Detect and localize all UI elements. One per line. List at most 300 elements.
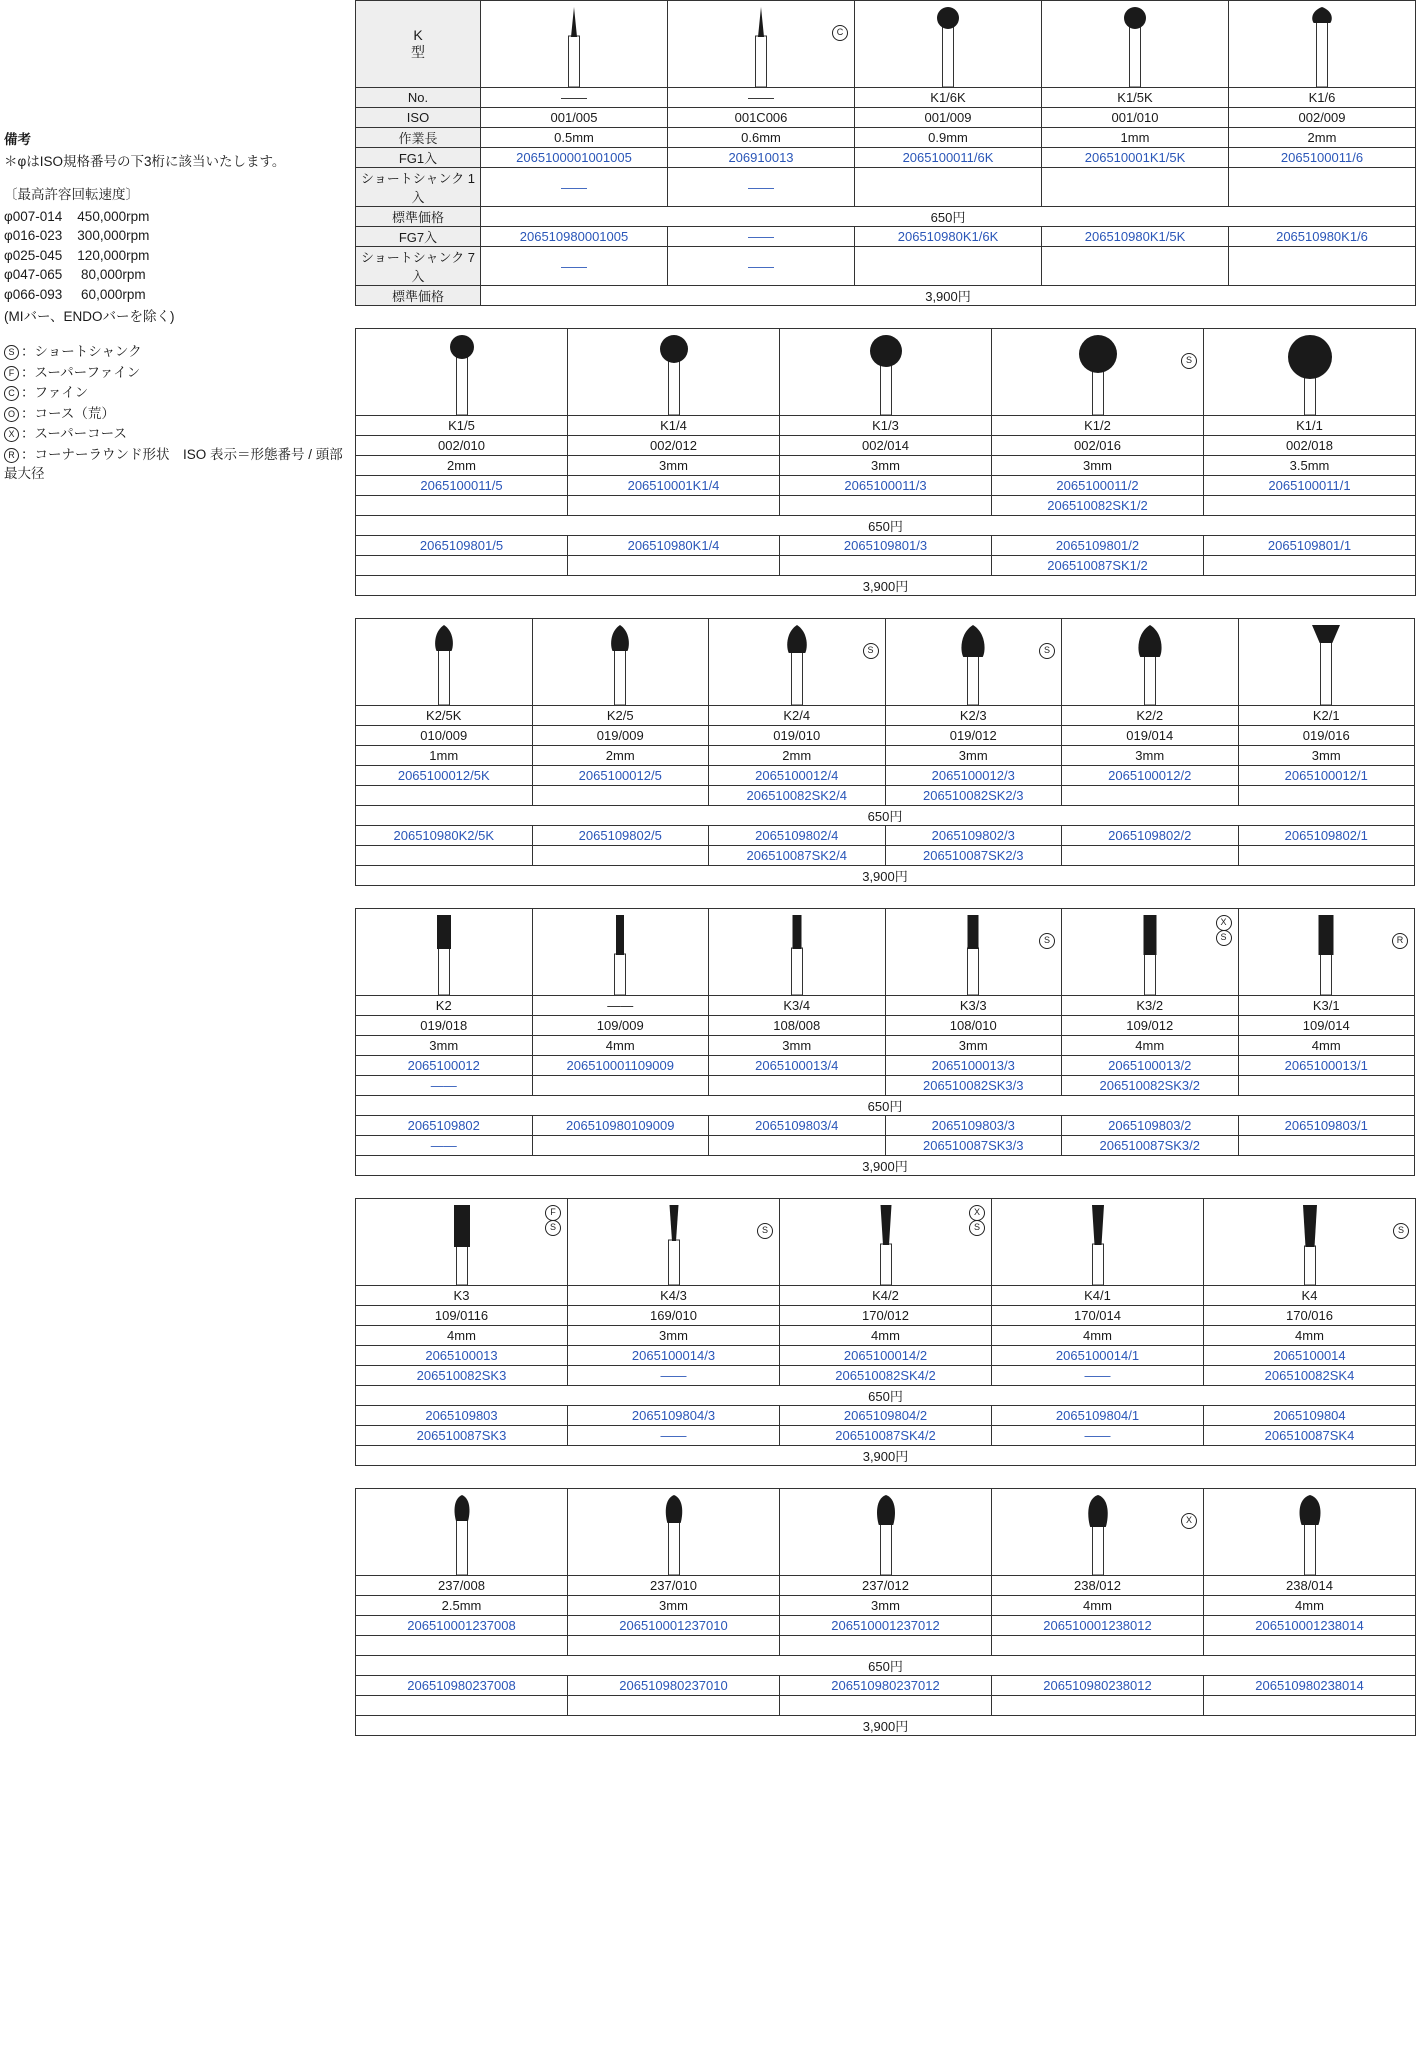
cell: 2065100012/5 [532, 766, 709, 786]
cell: 237/012 [780, 1576, 992, 1596]
cell: 3mm [568, 1326, 780, 1346]
cell: 238/012 [992, 1576, 1204, 1596]
cell: 206510082SK1/2 [992, 496, 1204, 516]
cell: 206510980109009 [532, 1116, 709, 1136]
cell: 206510087SK2/4 [709, 846, 886, 866]
bur-drawing [913, 909, 1033, 995]
badge-S-icon: S [863, 643, 879, 659]
cell: K1/5 [356, 416, 568, 436]
table-row-iso [356, 1016, 1415, 1036]
cell: 2065109804/2 [780, 1406, 992, 1426]
cell: 1mm [356, 746, 533, 766]
bur-image-cell [356, 1489, 568, 1576]
table-row-price650 [356, 1096, 1415, 1116]
cell: 3mm [885, 1036, 1062, 1056]
cell: 3mm [568, 1596, 780, 1616]
cell: 001/005 [481, 108, 668, 128]
cell: 2065100013/2 [1062, 1056, 1239, 1076]
table-row-images [356, 329, 1416, 416]
table-row-no [356, 1286, 1416, 1306]
cell: 002/010 [356, 436, 568, 456]
cell: 2mm [356, 456, 568, 476]
price-3900-cell: 3,900円 [356, 1446, 1416, 1466]
cell: 2065109804/1 [992, 1406, 1204, 1426]
bur-image-cell [356, 329, 568, 416]
table-row-length [356, 746, 1415, 766]
cell [568, 1696, 780, 1716]
table-row-iso [356, 436, 1416, 456]
cell: 206510001K1/4 [568, 476, 780, 496]
table-row-price3900 [356, 1446, 1416, 1466]
bur-image-cell [481, 1, 668, 88]
table-row-short1 [356, 168, 1416, 207]
row-label: FG1入 [356, 148, 481, 168]
cell: 0.9mm [855, 128, 1042, 148]
cell: K1/1 [1204, 416, 1416, 436]
cell: 3.5mm [1204, 456, 1416, 476]
cell: K2/3 [885, 706, 1062, 726]
cell: 169/010 [568, 1306, 780, 1326]
cell: 206510980K1/4 [568, 536, 780, 556]
cell [532, 846, 709, 866]
bur-drawing [1250, 329, 1370, 415]
legend-symbol-item [4, 363, 349, 383]
cell: K4/1 [992, 1286, 1204, 1306]
cell [855, 168, 1042, 207]
cell: 2065100011/1 [1204, 476, 1416, 496]
cell: 170/012 [780, 1306, 992, 1326]
cell: 206510087SK3/3 [885, 1136, 1062, 1156]
table-row-price3900 [356, 1716, 1416, 1736]
cell: 206510001238014 [1204, 1616, 1416, 1636]
table-row-short7 [356, 247, 1416, 286]
cell: K2/5 [532, 706, 709, 726]
badge-S-icon: S [1039, 933, 1055, 949]
cell: 2065109802/4 [709, 826, 886, 846]
cell: K2/5K [356, 706, 533, 726]
bur-image-cell [568, 329, 780, 416]
price-650-cell: 650円 [356, 1656, 1416, 1676]
cell: 3mm [780, 456, 992, 476]
cell: 3mm [780, 1596, 992, 1616]
cell [532, 786, 709, 806]
cell: —— [668, 168, 855, 207]
table-row-short1 [356, 786, 1415, 806]
cell: 2065109803/3 [885, 1116, 1062, 1136]
cell: 3mm [356, 1036, 533, 1056]
cell: 2065100011/3 [780, 476, 992, 496]
table-row-length [356, 456, 1416, 476]
price-650-cell: 650円 [356, 516, 1416, 536]
table-row-fg1 [356, 766, 1415, 786]
cell: 206510082SK3/2 [1062, 1076, 1239, 1096]
table-row-short7 [356, 1426, 1416, 1446]
cell: 2065100013/1 [1238, 1056, 1415, 1076]
table-row-length [356, 1036, 1415, 1056]
table-row-iso [356, 1576, 1416, 1596]
table-row-price3900 [356, 866, 1415, 886]
table-row-no [356, 706, 1415, 726]
bur-drawing [826, 329, 946, 415]
cell [1062, 846, 1239, 866]
bur-image-cell [356, 1199, 568, 1286]
table-row-iso [356, 726, 1415, 746]
bur-image-cell [1238, 909, 1415, 996]
legend-symbol-text: ：ファイン [21, 385, 89, 401]
cell: 4mm [1204, 1596, 1416, 1616]
price-3900-cell: 3,900円 [356, 866, 1415, 886]
cell: 2065100012/3 [885, 766, 1062, 786]
bur-table [355, 908, 1415, 1176]
cell: 3mm [709, 1036, 886, 1056]
cell: 2065100012 [356, 1056, 533, 1076]
bur-drawing [1038, 329, 1158, 415]
cell: 019/012 [885, 726, 1062, 746]
cell: 010/009 [356, 726, 533, 746]
bur-drawing [1250, 1199, 1370, 1285]
table-row-price650 [356, 1386, 1416, 1406]
type-header-cell: K 型 [356, 1, 481, 88]
bur-image-cell [709, 619, 886, 706]
cell: 001C006 [668, 108, 855, 128]
legend-symbol-item [4, 383, 349, 403]
cell: 2065100012/4 [709, 766, 886, 786]
cell: 2mm [532, 746, 709, 766]
legend-symbol-item [4, 424, 349, 444]
table-row-short1 [356, 1366, 1416, 1386]
cell: 206510082SK2/4 [709, 786, 886, 806]
cell [568, 556, 780, 576]
cell: 019/010 [709, 726, 886, 746]
cell [568, 496, 780, 516]
cell: —— [356, 1076, 533, 1096]
cell [780, 1696, 992, 1716]
cell [992, 1636, 1204, 1656]
cell: 206510980237008 [356, 1676, 568, 1696]
cell: 3mm [992, 456, 1204, 476]
cell: 4mm [1204, 1326, 1416, 1346]
bur-table [355, 1198, 1416, 1466]
cell [1238, 786, 1415, 806]
cell: —— [481, 168, 668, 207]
cell: 2065109801/2 [992, 536, 1204, 556]
table-row-price650 [356, 806, 1415, 826]
cell [1238, 1136, 1415, 1156]
table-row-no [356, 416, 1416, 436]
bur-drawing [737, 909, 857, 995]
cell [356, 786, 533, 806]
cell: 3mm [568, 456, 780, 476]
bur-image-cell [885, 909, 1062, 996]
bur-image-cell [532, 619, 709, 706]
cell: 1mm [1042, 128, 1229, 148]
row-label: ISO [356, 108, 481, 128]
cell: —— [668, 247, 855, 286]
cell: K2/1 [1238, 706, 1415, 726]
cell: K2/2 [1062, 706, 1239, 726]
cell: 019/018 [356, 1016, 533, 1036]
cell: K1/4 [568, 416, 780, 436]
table-row-price3900 [356, 576, 1416, 596]
cell: 002/012 [568, 436, 780, 456]
table-row-price3900 [356, 1156, 1415, 1176]
cell: 001/009 [855, 108, 1042, 128]
cell [356, 1696, 568, 1716]
badge-X-icon: X [969, 1205, 985, 1221]
price-3900-cell: 3,900円 [356, 576, 1416, 596]
cell: 170/014 [992, 1306, 1204, 1326]
bur-image-cell [1042, 1, 1229, 88]
cell: 2065100014/2 [780, 1346, 992, 1366]
legend-exclusion: (MIバー、ENDOバーを除く) [4, 308, 175, 324]
cell: —— [481, 247, 668, 286]
bur-drawing [614, 1489, 734, 1575]
bur-drawing [913, 619, 1033, 705]
cell: 019/016 [1238, 726, 1415, 746]
bur-drawing [384, 909, 504, 995]
cell: 206510001237008 [356, 1616, 568, 1636]
table-row-fg1 [356, 1616, 1416, 1636]
cell: 0.6mm [668, 128, 855, 148]
badge-S-icon: S [1039, 643, 1055, 659]
legend-panel [4, 130, 349, 485]
cell: 206510001237012 [780, 1616, 992, 1636]
cell: 4mm [780, 1326, 992, 1346]
table-row-fg7 [356, 1406, 1416, 1426]
bur-image-cell [1204, 1199, 1416, 1286]
cell: 4mm [1062, 1036, 1239, 1056]
cell: K3/3 [885, 996, 1062, 1016]
bur-drawing [1090, 909, 1210, 995]
row-label: 作業長 [356, 128, 481, 148]
bur-image-cell [1062, 619, 1239, 706]
bur-table [355, 0, 1416, 306]
bur-table [355, 328, 1416, 596]
badge-C-icon: C [832, 25, 848, 41]
legend-symbol-item [4, 342, 349, 362]
table-row-length [356, 1326, 1416, 1346]
legend-symbol-item [4, 404, 349, 424]
cell [992, 1696, 1204, 1716]
cell: 2065100011/6 [1229, 148, 1416, 168]
cell: 109/014 [1238, 1016, 1415, 1036]
cell [1204, 556, 1416, 576]
cell [1238, 846, 1415, 866]
cell: 2065109803 [356, 1406, 568, 1426]
bur-drawing [384, 619, 504, 705]
cell: 206510980K1/5K [1042, 227, 1229, 247]
bur-drawing [1038, 1489, 1158, 1575]
cell: K4/2 [780, 1286, 992, 1306]
bur-image-cell [1062, 909, 1239, 996]
table-row-fg7 [356, 1116, 1415, 1136]
table-row-fg7 [356, 826, 1415, 846]
cell: —— [532, 996, 709, 1016]
cell: 206510087SK4/2 [780, 1426, 992, 1446]
cell: 206510980K1/6K [855, 227, 1042, 247]
cell: 2mm [709, 746, 886, 766]
cell: 2065109802/3 [885, 826, 1062, 846]
cell: 3mm [885, 746, 1062, 766]
cell: 2065109803/1 [1238, 1116, 1415, 1136]
legend-speed-item: φ016-023 300,000rpm [4, 228, 150, 244]
cell: K1/5K [1042, 88, 1229, 108]
fine-icon: C [4, 386, 19, 401]
cell [1204, 1636, 1416, 1656]
cell: 206510980237010 [568, 1676, 780, 1696]
bur-image-cell [1238, 619, 1415, 706]
price-650-cell: 650円 [356, 1096, 1415, 1116]
cell: 002/016 [992, 436, 1204, 456]
cell: K3 [356, 1286, 568, 1306]
cell: 206510087SK1/2 [992, 556, 1204, 576]
cell: 206510980K2/5K [356, 826, 533, 846]
bur-image-cell [1204, 329, 1416, 416]
bur-image-cell [568, 1489, 780, 1576]
cell: 108/008 [709, 1016, 886, 1036]
cell: 2065109804 [1204, 1406, 1416, 1426]
cell: 2065109802/2 [1062, 826, 1239, 846]
table-row-images [356, 909, 1415, 996]
legend-speed-list [4, 207, 349, 305]
cell [356, 1636, 568, 1656]
table-row-price3900 [356, 286, 1416, 306]
bur-drawing [1038, 1199, 1158, 1285]
cell: 2065100014/1 [992, 1346, 1204, 1366]
cell: 2065109803/2 [1062, 1116, 1239, 1136]
bur-drawing [560, 909, 680, 995]
corner-round-icon: R [4, 448, 19, 463]
bur-image-cell [992, 1489, 1204, 1576]
cell: 2065100014/3 [568, 1346, 780, 1366]
table-row-fg7 [356, 227, 1416, 247]
price-650-cell: 650円 [481, 207, 1416, 227]
cell: 2065109804/3 [568, 1406, 780, 1426]
bur-drawing [560, 619, 680, 705]
cell: 206510980K1/6 [1229, 227, 1416, 247]
cell: 002/014 [780, 436, 992, 456]
price-3900-cell: 3,900円 [356, 1716, 1416, 1736]
badge-S-icon: S [1393, 1223, 1409, 1239]
cell: 2065100001001005 [481, 148, 668, 168]
price-3900-cell: 3,900円 [481, 286, 1416, 306]
cell: 206510980238012 [992, 1676, 1204, 1696]
legend-speed-item: φ066-093 60,000rpm [4, 286, 146, 302]
cell [1204, 496, 1416, 516]
cell: 237/008 [356, 1576, 568, 1596]
badge-R-icon: R [1392, 933, 1408, 949]
cell: 2065109802/1 [1238, 826, 1415, 846]
cell: K1/2 [992, 416, 1204, 436]
cell [1062, 786, 1239, 806]
bur-drawing [1266, 909, 1386, 995]
table-row-images [356, 1199, 1416, 1286]
cell: 2065109802 [356, 1116, 533, 1136]
cell [855, 247, 1042, 286]
superfine-icon: F [4, 366, 19, 381]
bur-drawing [1090, 619, 1210, 705]
supercoarse-icon: X [4, 427, 19, 442]
cell: 2065109801/1 [1204, 536, 1416, 556]
cell [356, 496, 568, 516]
cell: K3/2 [1062, 996, 1239, 1016]
cell [356, 556, 568, 576]
cell: K2/4 [709, 706, 886, 726]
cell: 0.5mm [481, 128, 668, 148]
legend-note: ＊φはISO規格番号の下3桁に該当いたします。 [4, 153, 286, 169]
cell [532, 1076, 709, 1096]
bur-drawing [1250, 1489, 1370, 1575]
cell [1229, 247, 1416, 286]
row-label: 標準価格 [356, 286, 481, 306]
cell: K4/3 [568, 1286, 780, 1306]
table-row-iso [356, 108, 1416, 128]
bur-image-cell [780, 1199, 992, 1286]
cell: 2065100012/5K [356, 766, 533, 786]
bur-drawing [1266, 619, 1386, 705]
bur-drawing [826, 1489, 946, 1575]
legend-speed-item: φ007-014 450,000rpm [4, 208, 150, 224]
cell: K3/1 [1238, 996, 1415, 1016]
legend-symbol-item [4, 445, 349, 484]
cell: 206510082SK4/2 [780, 1366, 992, 1386]
bur-image-cell [885, 619, 1062, 706]
cell: K1/6 [1229, 88, 1416, 108]
legend-title: 備考 [4, 132, 31, 147]
cell: 206510001237010 [568, 1616, 780, 1636]
table-row-short1 [356, 1076, 1415, 1096]
cell: 4mm [356, 1326, 568, 1346]
legend-symbol-text: ：スーパーファイン [21, 364, 141, 380]
cell: 109/0116 [356, 1306, 568, 1326]
bur-image-cell [992, 1199, 1204, 1286]
bur-image-cell [668, 1, 855, 88]
cell: 2065109803/4 [709, 1116, 886, 1136]
table-row-price650 [356, 1656, 1416, 1676]
bur-image-cell [780, 329, 992, 416]
legend-symbol-text: ：スーパーコース [21, 426, 127, 442]
row-label: FG7入 [356, 227, 481, 247]
cell: 206510001K1/5K [1042, 148, 1229, 168]
legend-speed-item: φ025-045 120,000rpm [4, 247, 150, 263]
cell [356, 846, 533, 866]
cell: 2.5mm [356, 1596, 568, 1616]
badge-S-icon: S [1181, 353, 1197, 369]
cell: 2065100012/1 [1238, 766, 1415, 786]
cell: 2065100013/4 [709, 1056, 886, 1076]
cell: —— [992, 1426, 1204, 1446]
cell: K2 [356, 996, 533, 1016]
cell: 4mm [992, 1326, 1204, 1346]
bur-image-cell [356, 909, 533, 996]
cell: 109/012 [1062, 1016, 1239, 1036]
table-row-length [356, 128, 1416, 148]
bur-drawing [1075, 1, 1195, 87]
badge-S-icon: S [757, 1223, 773, 1239]
cell: 3mm [1062, 746, 1239, 766]
cell: 019/014 [1062, 726, 1239, 746]
table-row-iso [356, 1306, 1416, 1326]
cell [532, 1136, 709, 1156]
table-row-images [356, 1, 1416, 88]
cell: 206510082SK4 [1204, 1366, 1416, 1386]
cell: K1/3 [780, 416, 992, 436]
cell: 170/016 [1204, 1306, 1416, 1326]
cell: —— [356, 1136, 533, 1156]
badge-S-icon: S [969, 1220, 985, 1236]
row-label: No. [356, 88, 481, 108]
table-row-short7 [356, 1696, 1416, 1716]
